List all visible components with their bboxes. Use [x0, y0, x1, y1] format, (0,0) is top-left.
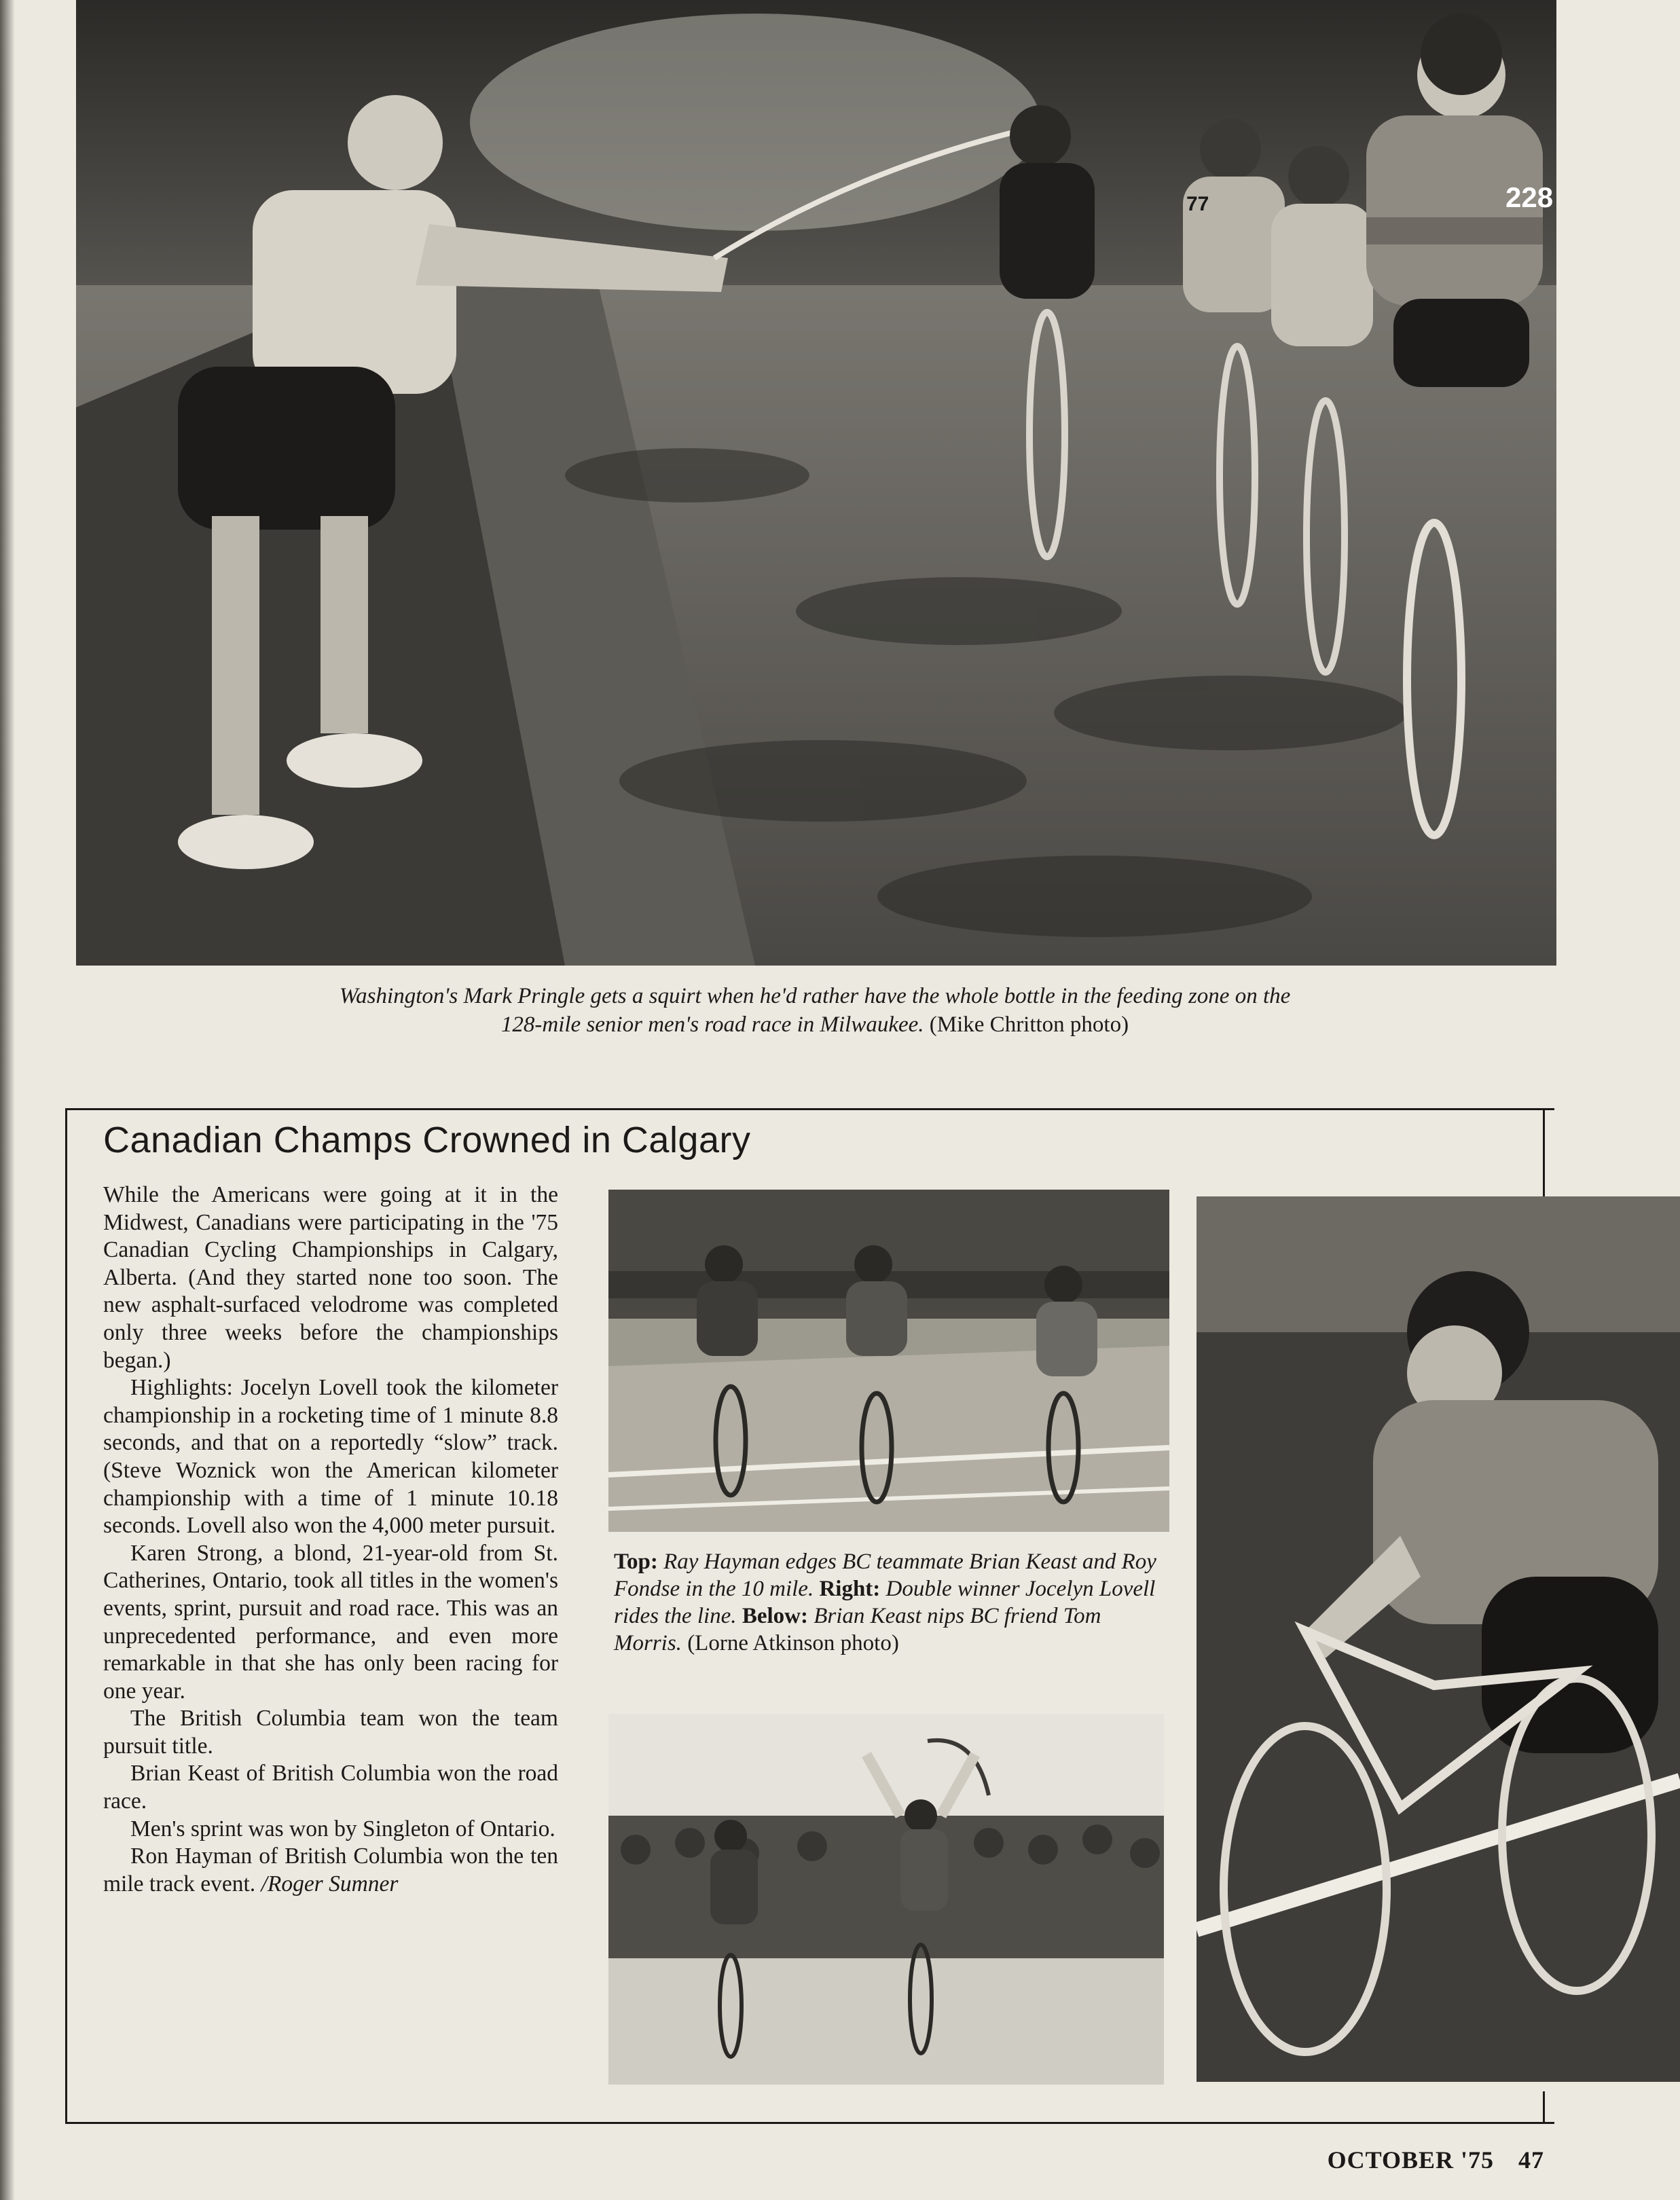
article-byline: /Roger Sumner — [261, 1871, 399, 1896]
caption-credit: (Lorne Atkinson photo) — [687, 1631, 899, 1655]
article-body — [103, 1181, 558, 1898]
top-photo-credit: (Mike Chritton photo) — [929, 1012, 1129, 1037]
road-race-feeding-zone-photo — [76, 0, 1556, 966]
rider-on-the-line-photo — [1197, 1196, 1680, 2082]
top-photo-caption-line1: Washington's Mark Pringle gets a squirt when he'd rather have the whole bottle in the feeding zone on the — [339, 984, 1291, 1008]
article-paragraph: Highlights: Jocelyn Lovell took the kilometer championship in a rocketing time of 1 minute 8.8 seconds, and that on a reportedly “slow” track. (Steve Woznick won the American kilometer championship with a time of 1 minute 10.18 seconds. Lovell also won the 4,000 meter pursuit. — [103, 1375, 558, 1539]
track-finish-photo — [608, 1190, 1169, 1532]
story-box-frame-right — [1543, 1108, 1545, 1196]
article-paragraph-text: Ron Hayman of British Columbia won the ten mile track event. — [103, 1844, 558, 1896]
caption-right-label: Right: — [819, 1577, 881, 1601]
photo-group-caption — [614, 1548, 1163, 1657]
issue-date: OCTOBER '75 — [1327, 2146, 1494, 2174]
caption-below-text: Brian Keast nips BC friend Tom Morris. — [614, 1604, 1101, 1655]
caption-below-label: Below: — [742, 1604, 808, 1628]
top-photo-caption-line2: 128-mile senior men's road race in Milwaukee. — [500, 1012, 924, 1037]
article-paragraph: Brian Keast of British Columbia won the road race. — [103, 1761, 558, 1814]
story-box-frame-right-bottom — [1543, 2091, 1545, 2122]
caption-right-text: Double winner Jocelyn Lovell rides the line. — [614, 1577, 1156, 1628]
article-paragraph: Karen Strong, a blond, 21-year-old from St. Catherines, Ontario, took all titles in the women's events, sprint, pursuit and road race. This was an unprecedented performance, and even more remarkable in that she has only been racing for one year. — [103, 1540, 558, 1704]
page-footer — [1328, 2146, 1544, 2174]
road-race-finish-photo — [608, 1714, 1164, 2085]
article-headline: Canadian Champs Crowned in Calgary — [103, 1120, 751, 1160]
article-paragraph-last — [103, 1843, 558, 1898]
article-paragraph: Men's sprint was won by Singleton of Ontario. — [130, 1816, 555, 1841]
top-photo-caption — [170, 982, 1460, 1039]
jersey-number-label: 228 — [1505, 181, 1554, 213]
article-paragraph: The British Columbia team won the team pursuit title. — [103, 1706, 558, 1759]
jersey-number-label: 77 — [1186, 193, 1209, 215]
caption-top-text: Ray Hayman edges BC teammate Brian Keast and Roy Fondse in the 10 mile. — [614, 1550, 1156, 1601]
page-number: 47 — [1518, 2146, 1544, 2174]
page-gutter-shadow — [0, 0, 15, 2200]
article-paragraph: While the Americans were going at it in the Midwest, Canadians were participating in the '75 Canadian Cycling Championships in Calgary, Alberta. (And they started none too soon. The new asphalt-surfaced velodrome was completed only three weeks before the championships began.) — [103, 1182, 558, 1373]
caption-top-label: Top: — [614, 1550, 658, 1574]
